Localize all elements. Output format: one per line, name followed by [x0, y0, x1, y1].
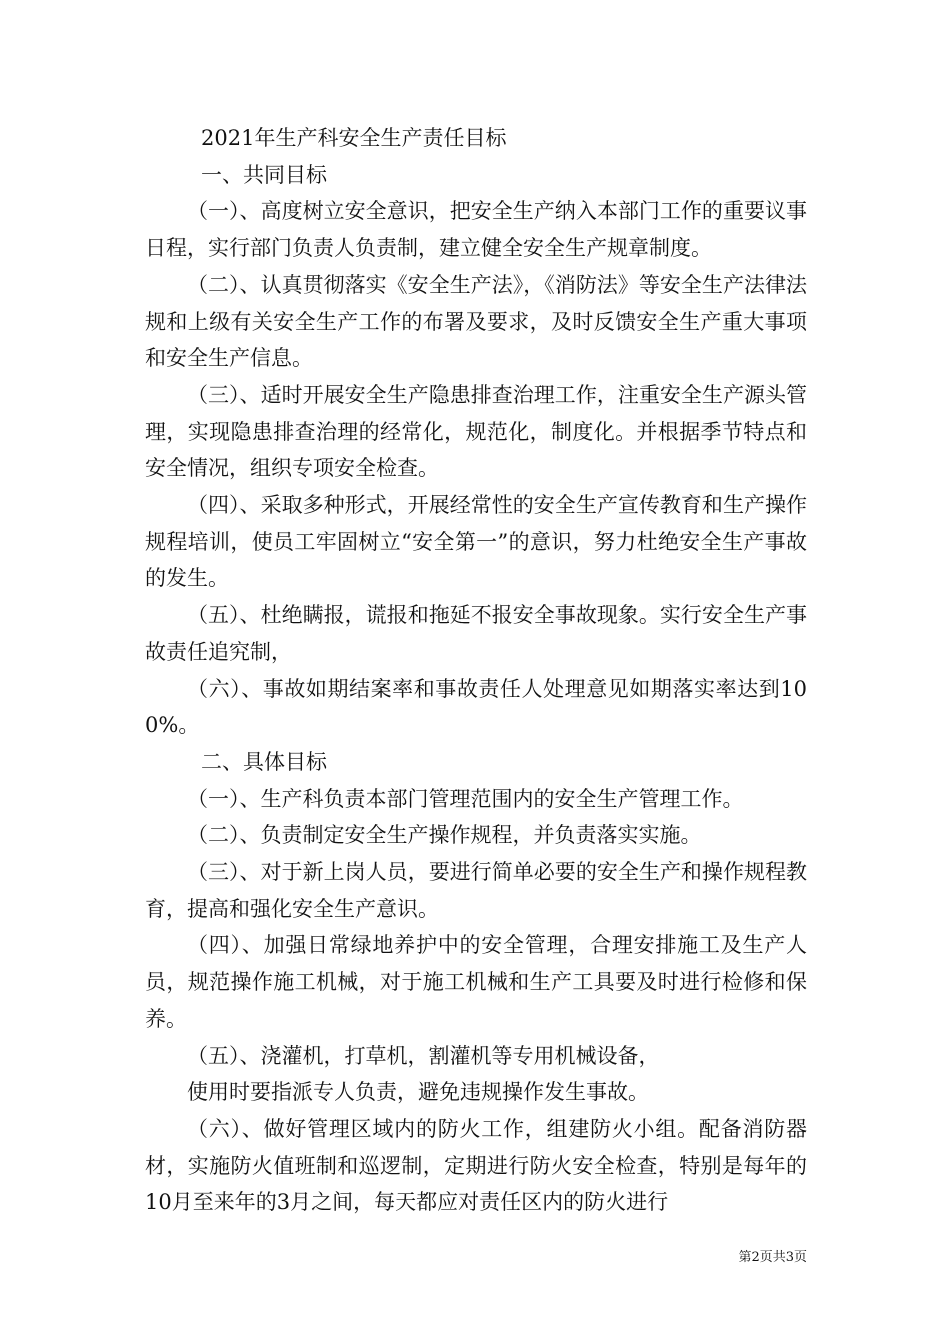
paragraph: （六）、事故如期结案率和事故责任人处理意见如期落实率达到100%。: [145, 676, 807, 738]
page-number: [738, 1246, 807, 1265]
paragraph: （三）、适时开展安全生产隐患排查治理工作，注重安全生产源头管理，实现隐患排查治理的经常化，规范化，制度化。并根据季节特点和安全情况，组织专项安全检查。: [145, 382, 807, 481]
paragraph: （四）、加强日常绿地养护中的安全管理，合理安排施工及生产人员，规范操作施工机械，对于施工机械和生产工具要及时进行检修和保养。: [145, 933, 807, 1031]
paragraph: （三）、对于新上岗人员，要进行简单必要的安全生产和操作规程教育，提高和强化安全生产意识。: [145, 860, 807, 921]
paragraph: （五）、杜绝瞒报，谎报和拖延不报安全事故现象。实行安全生产事故责任追究制，: [145, 603, 807, 664]
paragraph: （一）、生产科负责本部门管理范围内的安全生产管理工作。: [187, 786, 744, 811]
paragraph: （二）、负责制定安全生产操作规程，并负责落实实施。: [187, 823, 702, 848]
paragraph: 使用时要指派专人负责，避免违规操作发生事故。: [187, 1080, 649, 1105]
section-heading: 二、具体目标: [201, 749, 327, 774]
paragraph: （五）、浇灌机，打草机，割灌机等专用机械设备，: [187, 1043, 660, 1068]
paragraph: （二）、认真贯彻落实《安全生产法》，《消防法》等安全生产法律法规和上级有关安全生产工作的布署及要求，及时反馈安全生产重大事项和安全生产信息。: [145, 272, 807, 371]
paragraph: （四）、采取多种形式，开展经常性的安全生产宣传教育和生产操作规程培训，使员工牢固树立“安全第一”的意识，努力杜绝安全生产事故的发生。: [145, 493, 807, 591]
document-body: [145, 120, 807, 1221]
page-number-label: 第2页共3页: [738, 1250, 807, 1265]
section-heading: 一、共同目标: [201, 162, 327, 187]
document-title: 2021年生产科安全生产责任目标: [201, 126, 507, 150]
paragraph: （一）、高度树立安全意识，把安全生产纳入本部门工作的重要议事日程，实行部门负责人负责制，建立健全安全生产规章制度。: [145, 199, 807, 261]
paragraph: （六）、做好管理区域内的防火工作，组建防火小组。配备消防器材，实施防火值班制和巡逻制，定期进行防火安全检查，特别是每年的10月至来年的3月之间，每天都应对责任区内的防火进行: [145, 1116, 807, 1215]
